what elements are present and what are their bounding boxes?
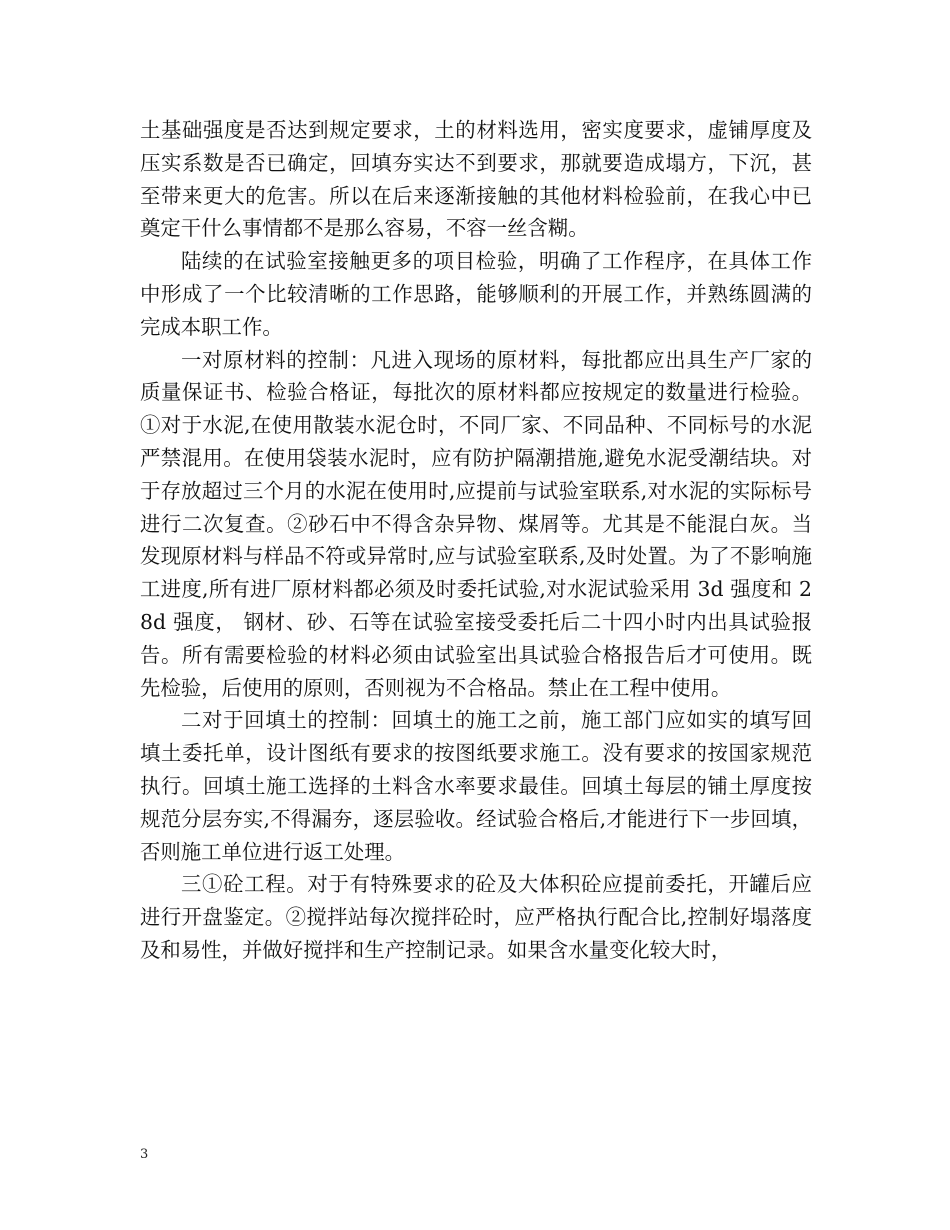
- paragraph-1: 土基础强度是否达到规定要求，土的材料选用，密实度要求，虚铺厚度及压实系数是否已确定，回填夯实达不到要求，那就要造成塌方，下沉，甚至带来更大的危害。所以在后来逐渐接触的其他材料检验前，在我心中已奠定干什么事情都不是那么容易，不容一丝含糊。: [140, 118, 812, 241]
- page-number: 3: [140, 1147, 149, 1162]
- paragraph-3: 一对原材料的控制：凡进入现场的原材料，每批都应出具生产厂家的质量保证书、检验合格证，每批次的原材料都应按规定的数量进行检验。①对于水泥,在使用散装水泥仓时，不同厂家、不同品种、不同标号的水泥严禁混用。在使用袋装水泥时，应有防护隔潮措施,避免水泥受潮结块。对于存放超过三个月的水泥在使用时,应提前与试验室联系,对水泥的实际标号进行二次复查。②砂石中不得含杂异物、煤屑等。尤其是不能混白灰。当发现原材料与样品不符或异常时,应与试验室联系,及时处置。为了不影响施工进度,所有进厂原材料都必须及时委托试验,对水泥试验采用 3d 强度和 28d 强度， 钢材、砂、石等在试验室接受委托后二十四小时内出具试验报告。所有需要检验的材料必须由试验室出具试验合格报告后才可使用。既先检验，后使用的原则，否则视为不合格品。禁止在工程中使用。: [140, 347, 812, 700]
- document-body: [140, 114, 812, 967]
- paragraph-4: 二对于回填土的控制：回填土的施工之前，施工部门应如实的填写回填土委托单，设计图纸有要求的按图纸要求施工。没有要求的按国家规范执行。回填土施工选择的土料含水率要求最佳。回填土每层的铺土厚度按规范分层夯实,不得漏夯，逐层验收。经试验合格后,才能进行下一步回填，否则施工单位进行返工处理。: [140, 708, 812, 864]
- paragraph-5: 三①砼工程。对于有特殊要求的砼及大体积砼应提前委托，开罐后应进行开盘鉴定。②搅拌站每次搅拌砼时，应严格执行配合比,控制好塌落度及和易性，并做好搅拌和生产控制记录。如果含水量变化较大时，: [140, 872, 812, 962]
- paragraph-2: 陆续的在试验室接触更多的项目检验，明确了工作程序，在具体工作中形成了一个比较清晰的工作思路，能够顺利的开展工作，并熟练圆满的完成本职工作。: [140, 249, 812, 339]
